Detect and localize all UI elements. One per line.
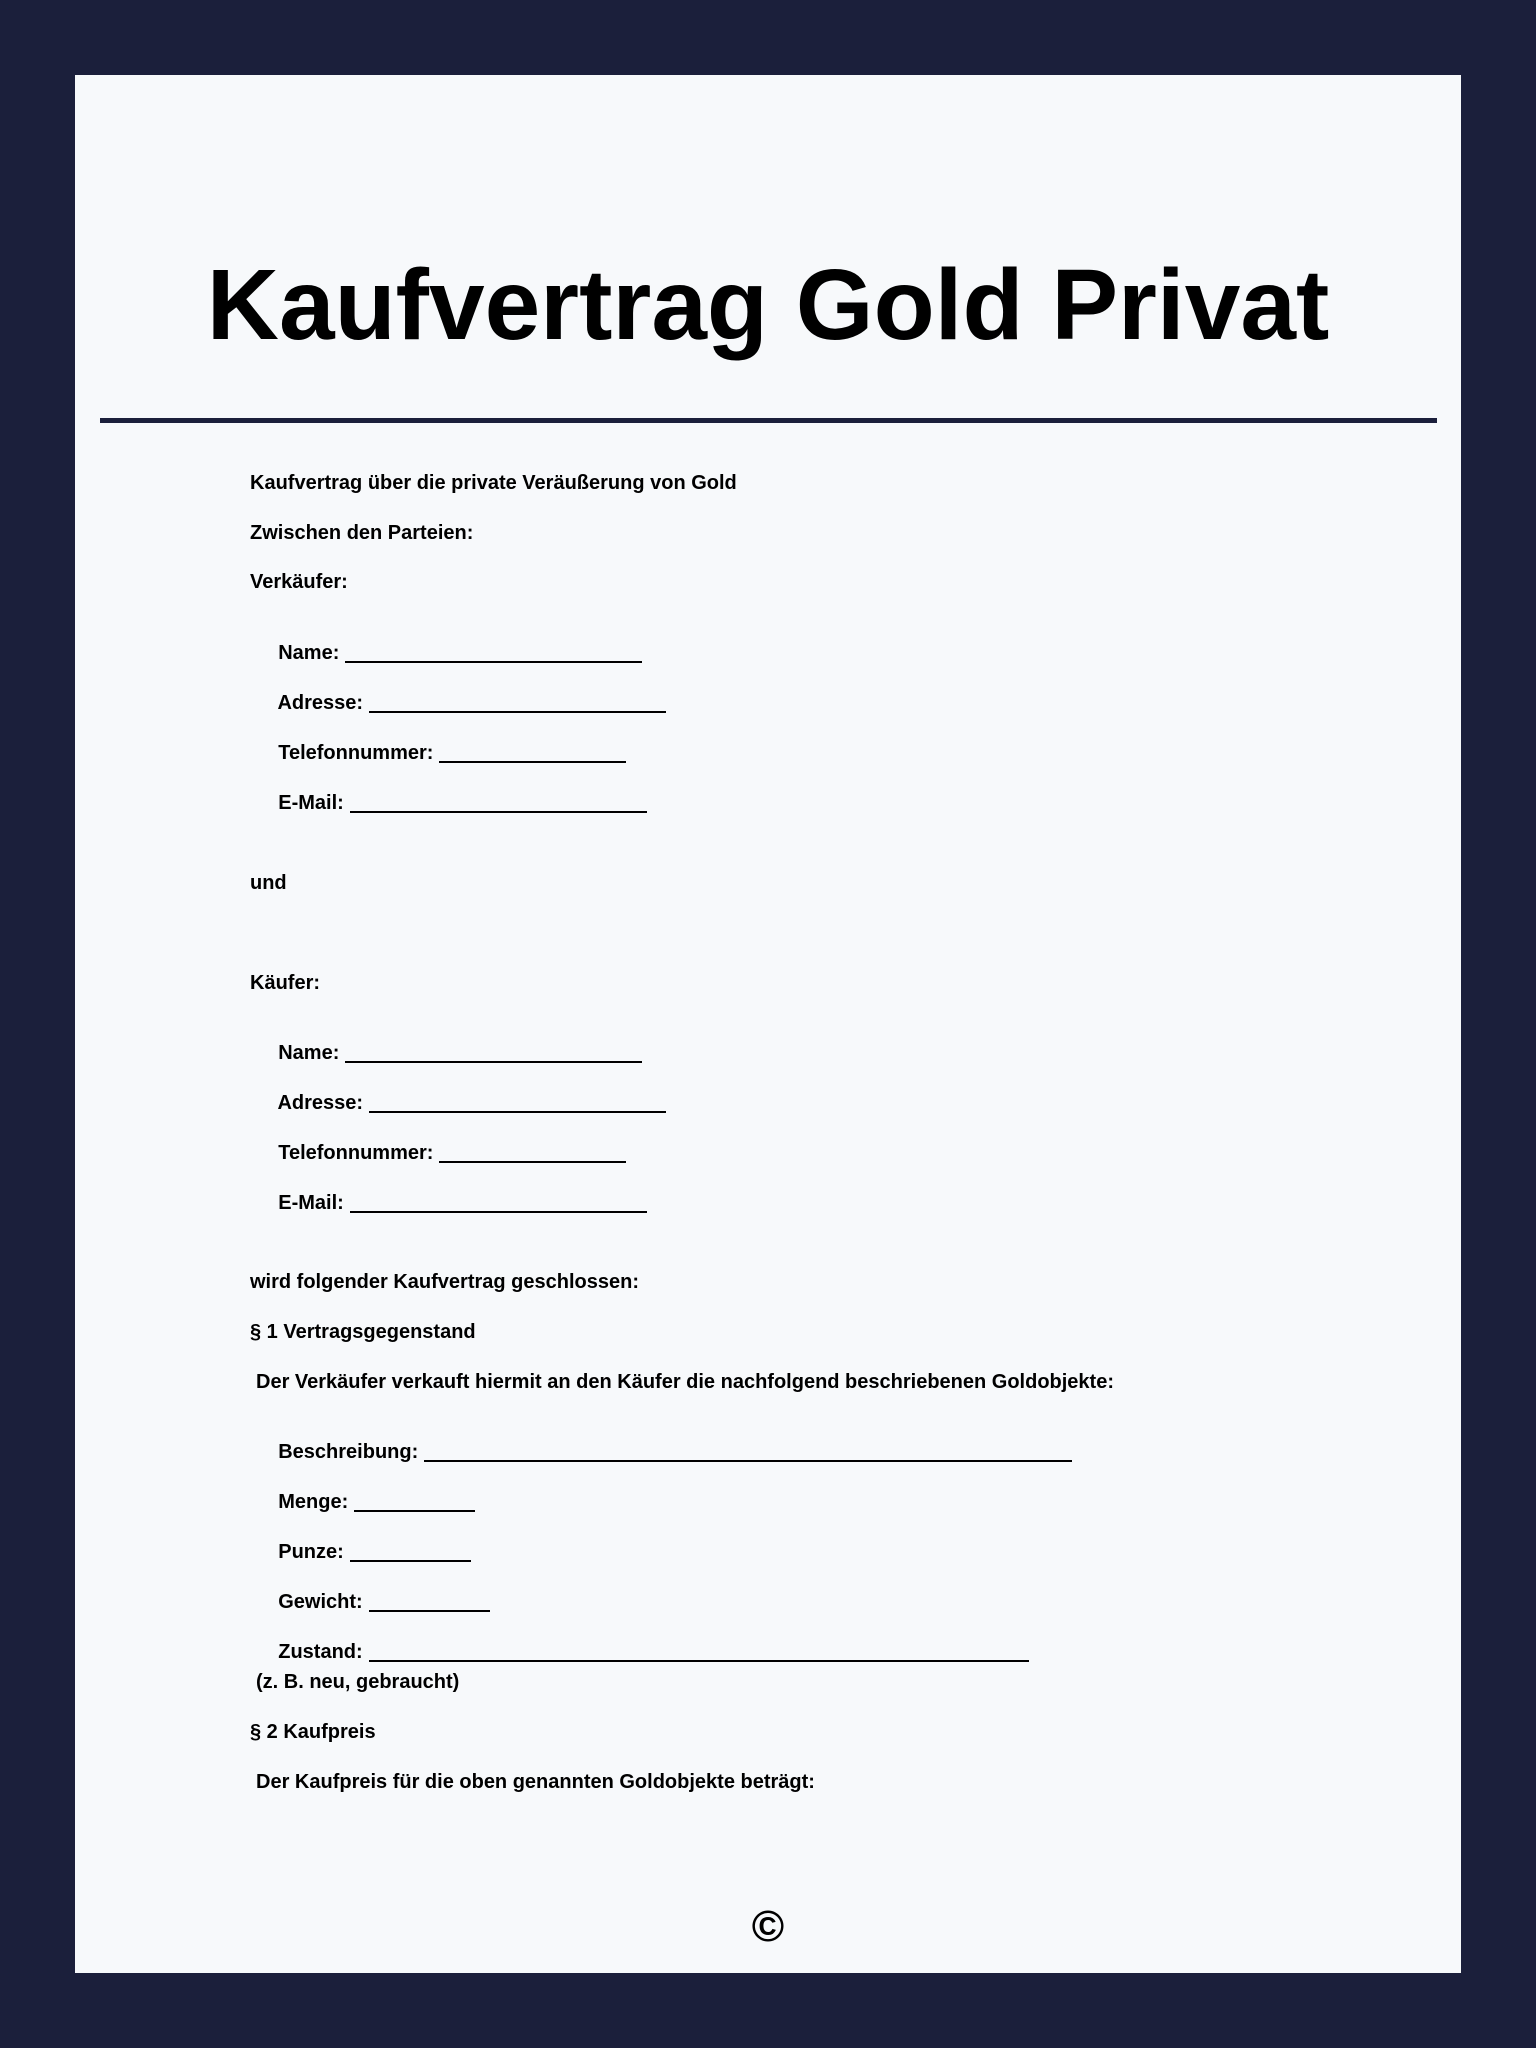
buyer-name-blank[interactable]	[345, 1043, 642, 1063]
buyer-email-blank[interactable]	[350, 1193, 647, 1213]
section2-heading: § 2 Kaufpreis	[250, 1721, 376, 1743]
description-blank[interactable]	[424, 1442, 1072, 1462]
document-page	[75, 75, 1461, 1973]
field-label: E-Mail:	[278, 1192, 344, 1214]
seller-phone-field[interactable]	[256, 723, 626, 764]
field-label: E-Mail:	[278, 792, 344, 814]
section1-heading: § 1 Vertragsgegenstand	[250, 1321, 476, 1343]
seller-address-blank[interactable]	[369, 693, 666, 713]
conjunction-text: und	[250, 872, 287, 894]
buyer-phone-field[interactable]	[256, 1123, 626, 1164]
field-label: Gewicht:	[278, 1591, 363, 1613]
document-title: Kaufvertrag Gold Privat	[206, 249, 1330, 361]
section1-text: Der Verkäufer verkauft hiermit an den Käufer die nachfolgend beschriebenen Goldobjekte:	[256, 1371, 1114, 1393]
hallmark-blank[interactable]	[350, 1542, 471, 1562]
field-label: Telefonnummer:	[278, 1142, 434, 1164]
field-label: Name:	[278, 1042, 340, 1064]
condition-hint: (z. B. neu, gebraucht)	[256, 1671, 460, 1693]
seller-address-field[interactable]	[256, 673, 666, 714]
condition-field[interactable]	[256, 1622, 1029, 1663]
field-label: Beschreibung:	[278, 1441, 419, 1463]
copyright-icon: ©	[751, 1902, 785, 1951]
buyer-phone-blank[interactable]	[439, 1143, 626, 1163]
seller-phone-blank[interactable]	[439, 743, 626, 763]
intro-heading: Kaufvertrag über die private Veräußerung von Gold	[250, 472, 737, 494]
field-label: Name:	[278, 642, 340, 664]
field-label: Telefonnummer:	[278, 742, 434, 764]
seller-label: Verkäufer:	[250, 571, 348, 593]
buyer-email-field[interactable]	[256, 1173, 647, 1214]
field-label: Punze:	[278, 1541, 344, 1563]
buyer-name-field[interactable]	[256, 1023, 642, 1064]
weight-field[interactable]	[256, 1572, 490, 1613]
closing-statement: wird folgender Kaufvertrag geschlossen:	[250, 1271, 639, 1293]
seller-email-blank[interactable]	[350, 793, 647, 813]
field-label: Menge:	[278, 1491, 349, 1513]
seller-name-blank[interactable]	[345, 643, 642, 663]
description-field[interactable]	[256, 1422, 1072, 1463]
quantity-blank[interactable]	[354, 1492, 475, 1512]
field-label: Adresse:	[277, 1092, 364, 1114]
hallmark-field[interactable]	[256, 1522, 471, 1563]
field-label: Adresse:	[277, 692, 364, 714]
parties-label: Zwischen den Parteien:	[250, 522, 474, 544]
buyer-label: Käufer:	[250, 972, 321, 994]
buyer-address-field[interactable]	[256, 1073, 666, 1114]
buyer-address-blank[interactable]	[369, 1093, 666, 1113]
weight-blank[interactable]	[369, 1592, 490, 1612]
condition-blank[interactable]	[369, 1642, 1029, 1662]
title-divider	[100, 418, 1437, 423]
quantity-field[interactable]	[256, 1472, 475, 1513]
section2-text: Der Kaufpreis für die oben genannten Goldobjekte beträgt:	[256, 1771, 815, 1793]
field-label: Zustand:	[278, 1641, 363, 1663]
seller-email-field[interactable]	[256, 773, 647, 814]
seller-name-field[interactable]	[256, 623, 642, 664]
